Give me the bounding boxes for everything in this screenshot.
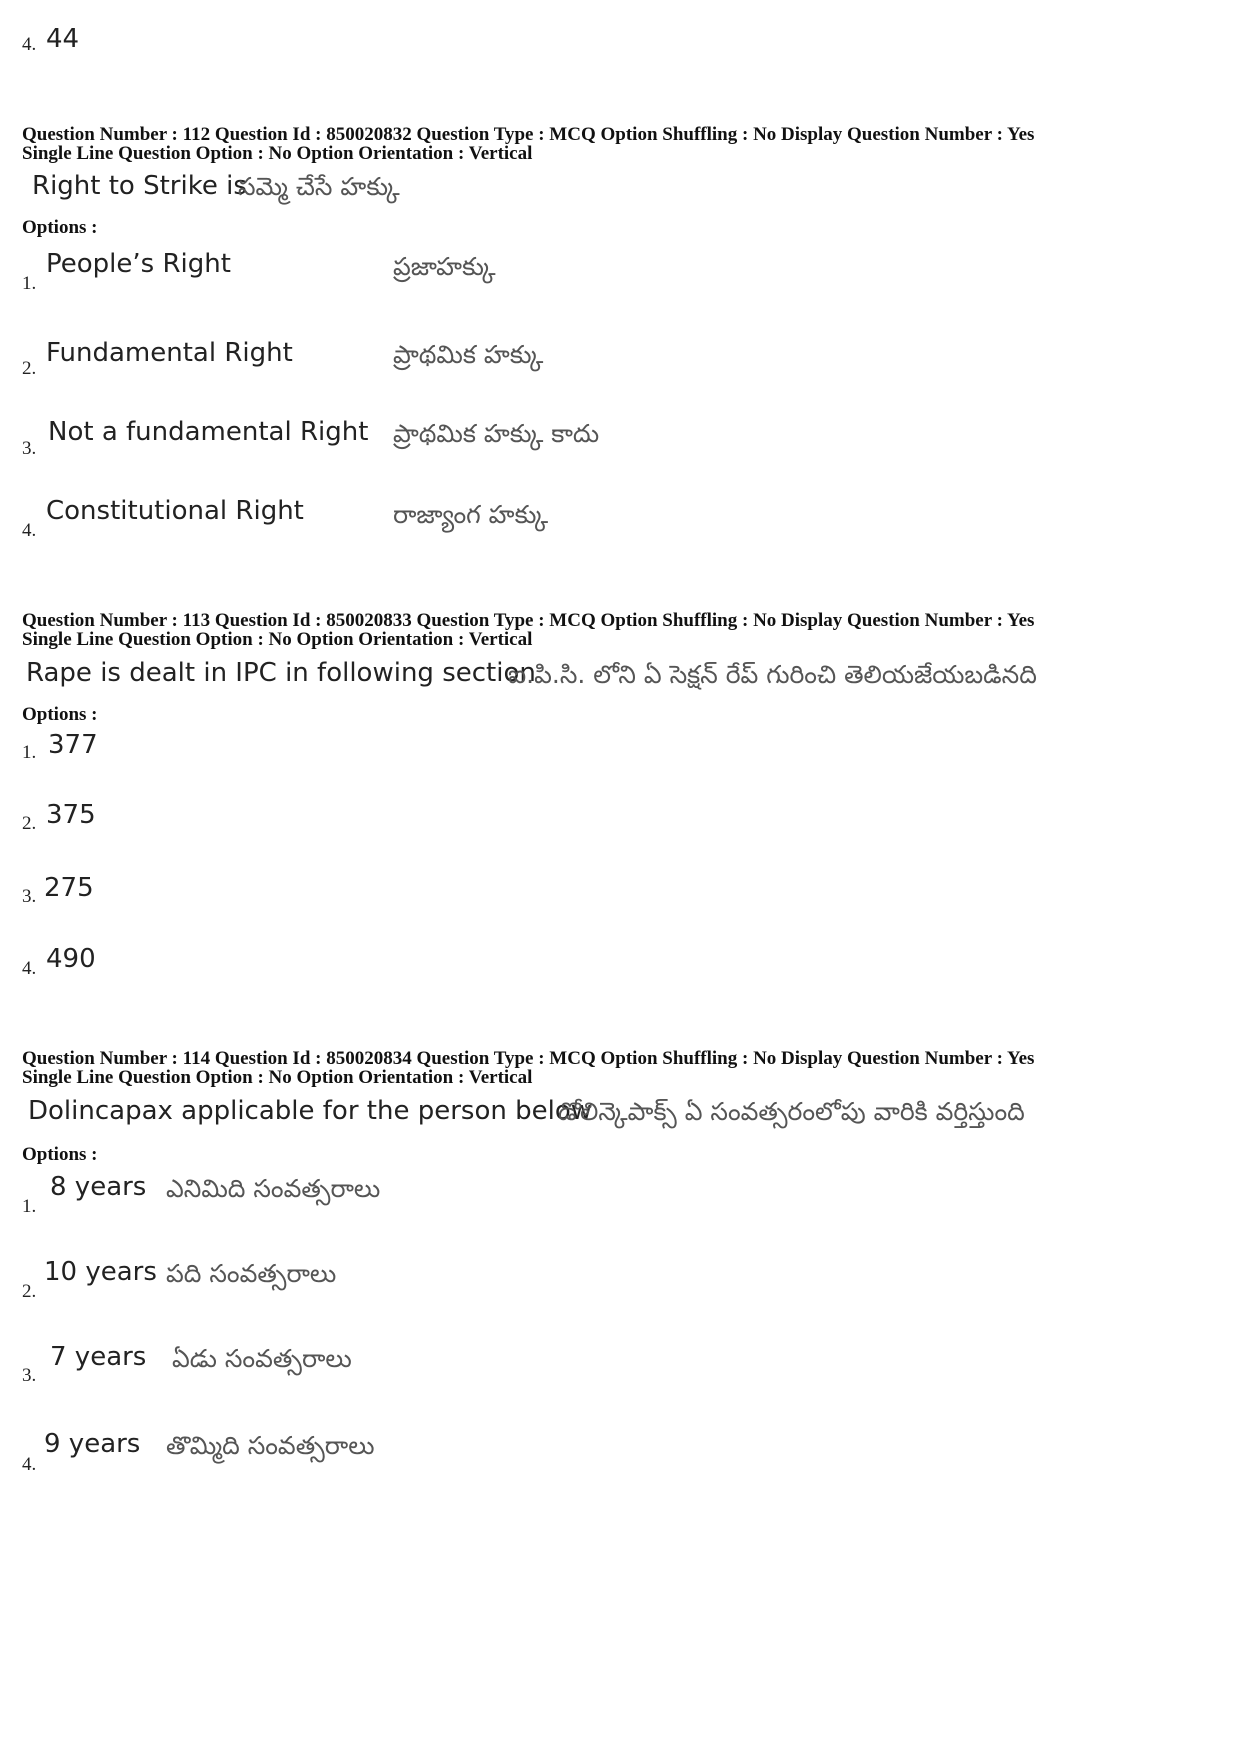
option-text-telugu: తొమ్మిది సంవత్సరాలు: [166, 1431, 375, 1460]
option-text-telugu: ఎనిమిది సంవత్సరాలు: [166, 1174, 381, 1203]
option-text-telugu: పది సంవత్సరాలు: [166, 1259, 337, 1288]
option-text-english: 9 years: [44, 1429, 141, 1459]
option-text-english: 7 years: [50, 1342, 147, 1372]
option-number: 4.: [22, 958, 37, 979]
option-number: 2.: [22, 1281, 37, 1302]
option-text-english: 490: [46, 944, 96, 974]
option-text-telugu: ప్రజాహక్కు: [393, 252, 496, 281]
question-stem-english: Rape is dealt in IPC in following section: [26, 658, 536, 688]
question-stem-telugu: డోలిన్కెపాక్స్ ఏ సంవత్సరంలోపు వారికి వర్తిస్తుంది: [558, 1097, 1025, 1126]
option-text-english: 8 years: [50, 1172, 147, 1202]
question-meta-line1: Question Number : 113 Question Id : 850020833 Question Type : MCQ Option Shuffling : No Display Question Number : Yes: [22, 610, 1035, 631]
option-number: 1.: [22, 742, 37, 763]
option-number: 3.: [22, 1365, 37, 1386]
option-text-english: People’s Right: [46, 249, 231, 279]
option-text-english: Not a fundamental Right: [48, 417, 369, 447]
options-label: Options :: [22, 704, 98, 725]
option-number: 2.: [22, 813, 37, 834]
option-number: 3.: [22, 886, 37, 907]
option-text-english: 377: [48, 730, 98, 760]
option-number: 1.: [22, 273, 37, 294]
option-text-telugu: రాజ్యాంగ హక్కు: [393, 500, 549, 529]
option-text-telugu: ప్రాథమిక హక్కు: [393, 340, 544, 369]
option-text-english: 10 years: [44, 1257, 157, 1287]
option-text-telugu: ఏడు సంవత్సరాలు: [172, 1344, 352, 1373]
question-meta-line1: Question Number : 112 Question Id : 850020832 Question Type : MCQ Option Shuffling : No Display Question Number : Yes: [22, 124, 1035, 145]
option-text-english: 275: [44, 873, 94, 903]
option-text-english: Fundamental Right: [46, 338, 293, 368]
prev-option-text: 44: [46, 24, 80, 54]
question-meta-line2: Single Line Question Option : No Option Orientation : Vertical: [22, 629, 533, 650]
question-stem-telugu: సమ్మె చేసే హక్కు: [238, 172, 400, 201]
options-label: Options :: [22, 1144, 98, 1165]
option-number: 2.: [22, 358, 37, 379]
question-meta-line2: Single Line Question Option : No Option Orientation : Vertical: [22, 1067, 533, 1088]
option-text-telugu: ప్రాథమిక హక్కు కాదు: [393, 419, 600, 448]
option-number: 4.: [22, 520, 37, 541]
options-label: Options :: [22, 217, 98, 238]
question-stem-english: Right to Strike is: [32, 171, 247, 201]
option-number: 1.: [22, 1196, 37, 1217]
option-number: 3.: [22, 438, 37, 459]
option-text-english: Constitutional Right: [46, 496, 304, 526]
question-meta-line1: Question Number : 114 Question Id : 850020834 Question Type : MCQ Option Shuffling : No Display Question Number : Yes: [22, 1048, 1035, 1069]
question-stem-telugu: ఐ.పి.సి. లోని ఏ సెక్షన్ రేప్ గురించి తెలియజేయబడినది: [508, 660, 1037, 689]
option-text-english: 375: [46, 800, 96, 830]
question-stem-english: Dolincapax applicable for the person below: [28, 1096, 593, 1126]
question-meta-line2: Single Line Question Option : No Option Orientation : Vertical: [22, 143, 533, 164]
prev-option-number: 4.: [22, 34, 37, 55]
option-number: 4.: [22, 1454, 37, 1475]
